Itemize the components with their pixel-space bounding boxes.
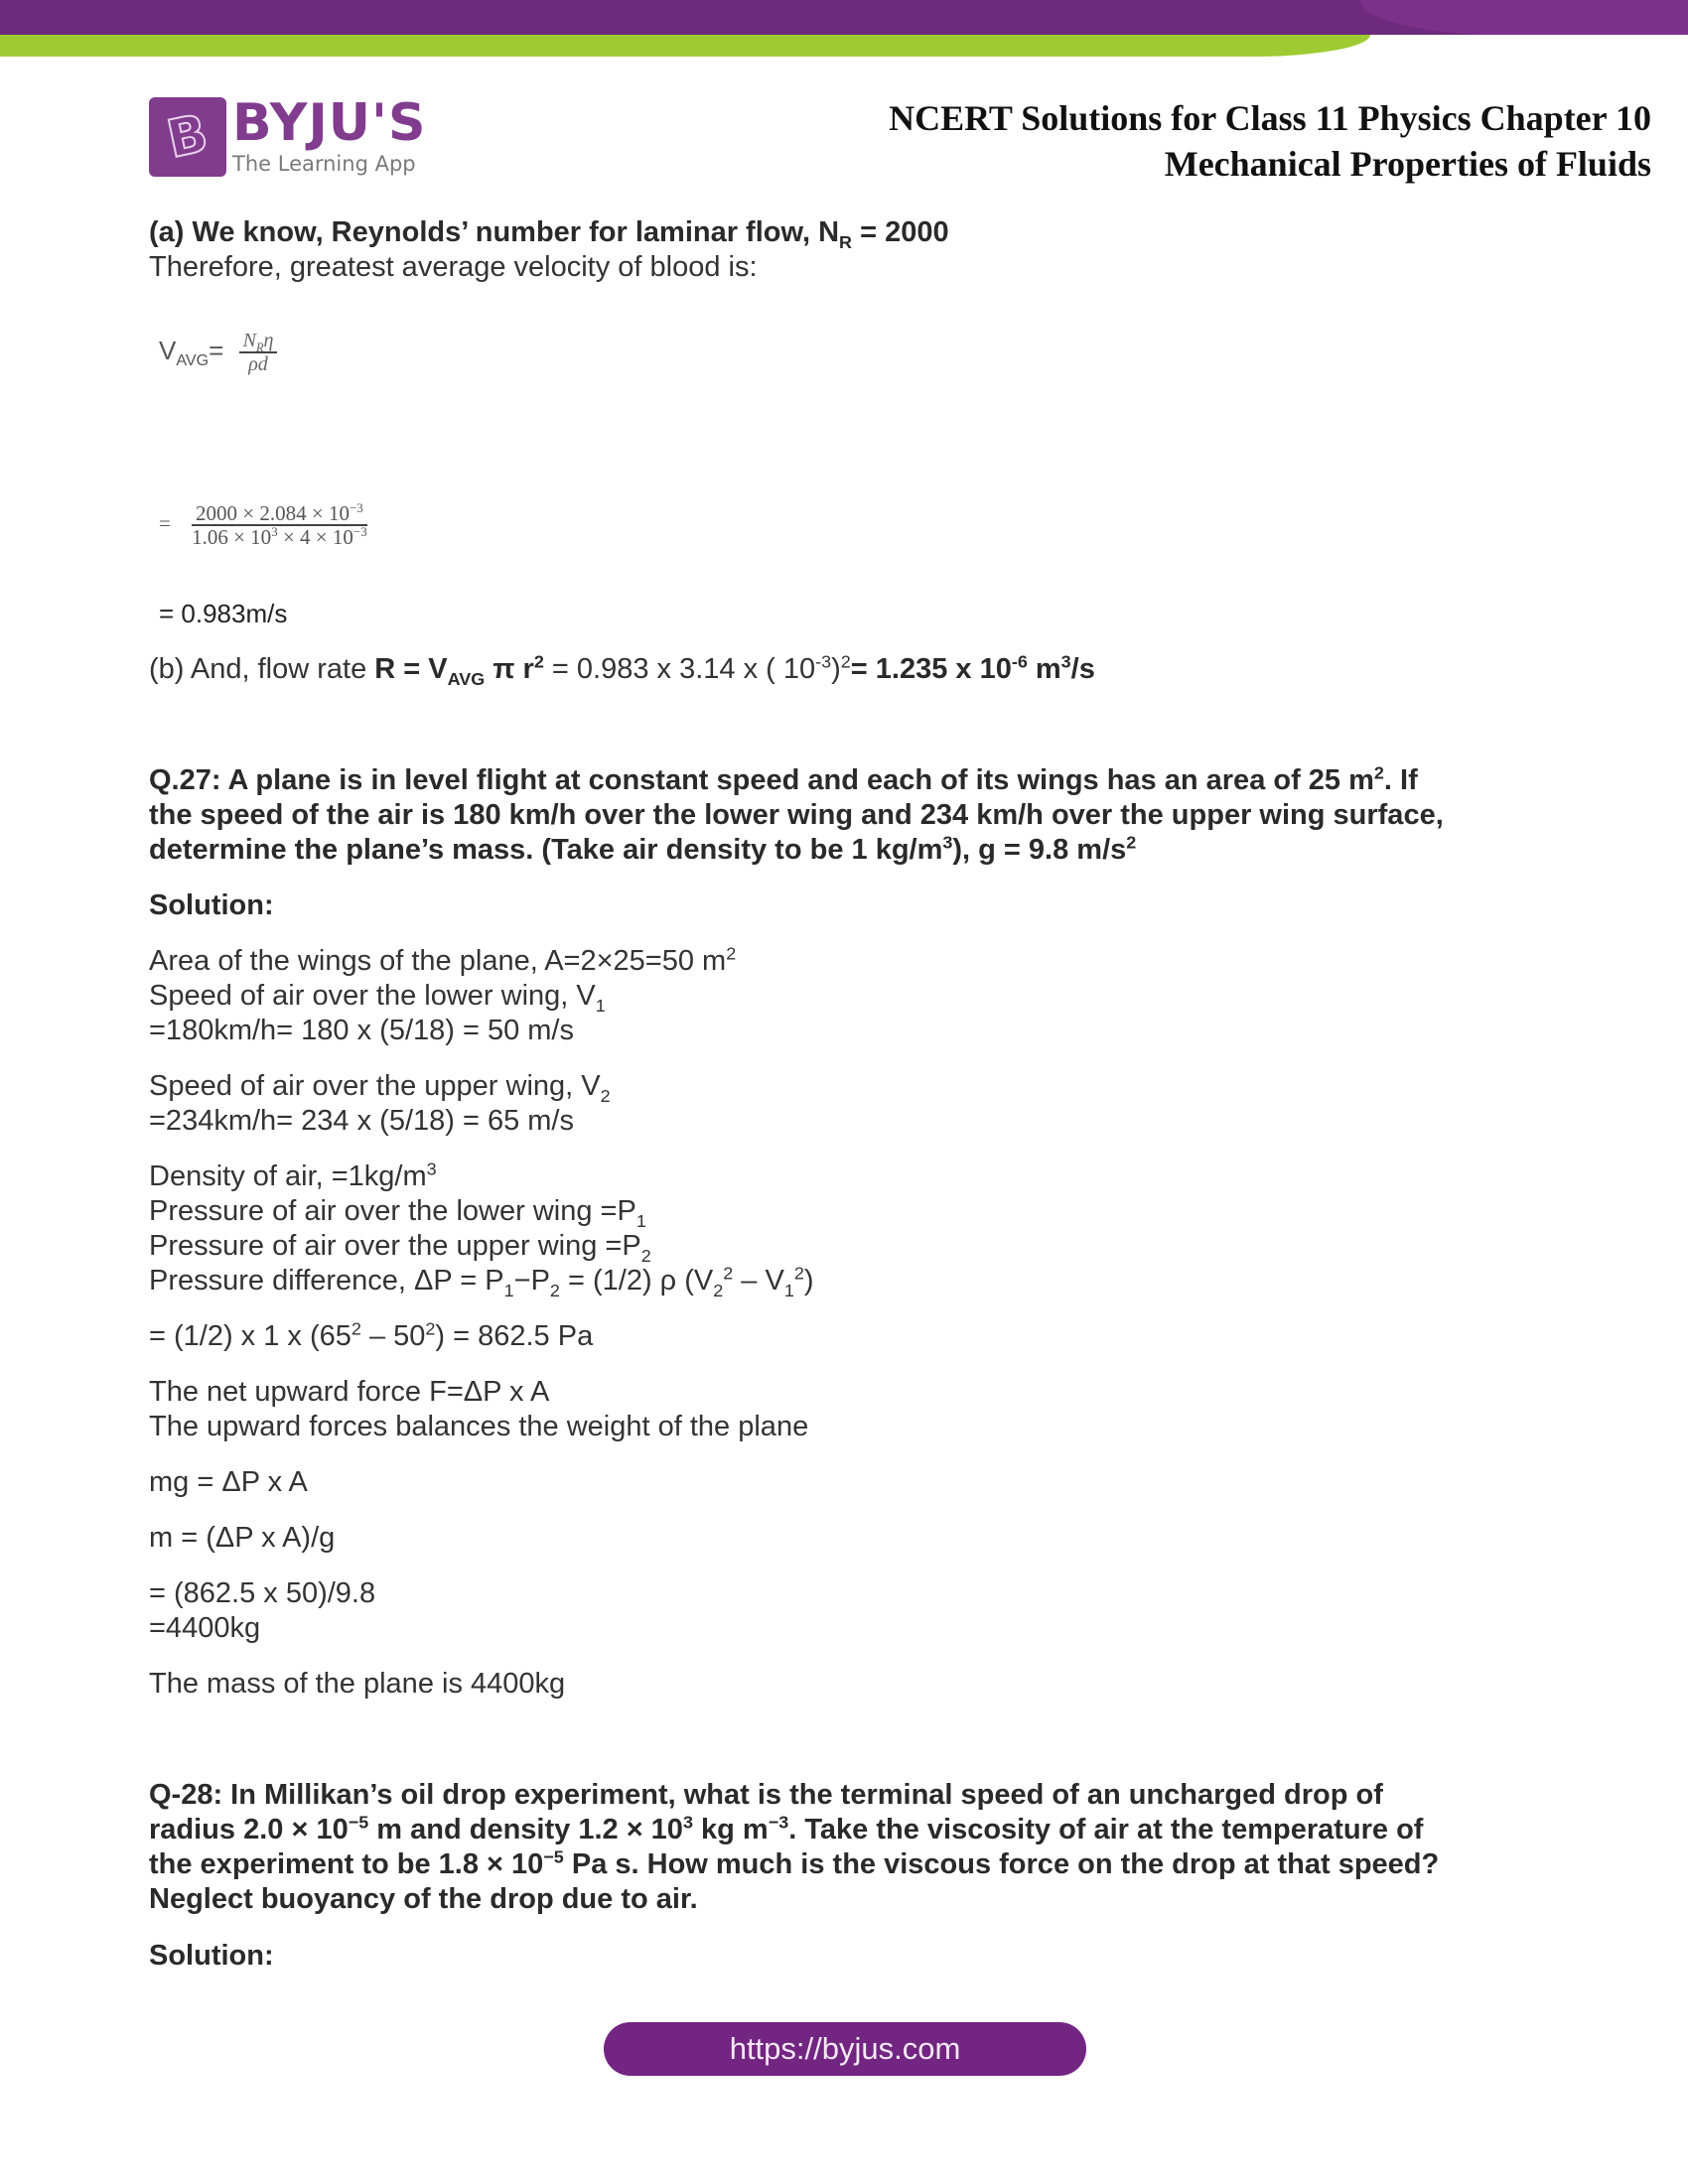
v1-calc: =180km/h= 180 x (5/18) = 50 m/s <box>149 1015 574 1046</box>
fraction-numerator <box>239 330 278 353</box>
subscript: R <box>839 231 853 252</box>
text: . Take the viscosity of air at the temperature of <box>788 1814 1424 1845</box>
q28-question-line-3 <box>149 1846 1439 1882</box>
logo-b-icon <box>149 97 226 177</box>
text: Speed of air over the upper wing, V <box>149 1070 601 1102</box>
subscript: AVG <box>176 351 210 370</box>
text: ), g = 9.8 m/s <box>952 834 1127 866</box>
text: m <box>1027 653 1061 685</box>
calc-fraction <box>188 502 371 548</box>
title-line-2: Mechanical Properties of Fluids <box>1164 144 1651 184</box>
text: × 4 × 10 <box>277 525 353 549</box>
subscript: 2 <box>640 1245 651 1266</box>
text: = <box>159 510 171 535</box>
superscript: 2 <box>1373 762 1384 783</box>
pressure-difference <box>149 1263 813 1298</box>
superscript: 2 <box>726 943 737 964</box>
superscript: -6 <box>1011 651 1028 672</box>
superscript: −3 <box>349 500 363 515</box>
fraction-denominator <box>188 526 371 548</box>
text: Speed of air over the lower wing, V <box>149 980 596 1012</box>
title-line-1: NCERT Solutions for Class 11 Physics Chapter 10 <box>889 98 1651 138</box>
logo-text <box>232 93 427 177</box>
subscript: AVG <box>447 668 486 689</box>
superscript: −3 <box>768 1812 789 1833</box>
subscript: R <box>255 341 264 354</box>
subscript: 2 <box>549 1280 560 1300</box>
velocity-calculation <box>159 502 371 548</box>
text: Pressure of air over the upper wing =P <box>149 1230 641 1262</box>
text: /s <box>1070 653 1095 685</box>
text: radius 2.0 × 10 <box>149 1814 349 1845</box>
text: (b) And, flow rate <box>149 653 375 685</box>
text: V <box>159 335 177 365</box>
q27-question-line-3 <box>149 832 1136 868</box>
superscript: 2 <box>425 1318 436 1339</box>
q28-question-line-4: Neglect buoyancy of the drop due to air. <box>149 1883 698 1915</box>
text: . If <box>1383 764 1418 796</box>
q27-conclusion: The mass of the plane is 4400kg <box>149 1668 566 1700</box>
q27-question-line-1 <box>149 762 1418 798</box>
logo-name: BYJU'S <box>232 93 427 153</box>
net-force: The net upward force F=ΔP x A <box>149 1376 550 1408</box>
text: = 1.235 x 10 <box>850 653 1012 685</box>
superscript: -3 <box>815 651 832 672</box>
text: π r <box>485 653 534 685</box>
subscript: 1 <box>783 1280 794 1300</box>
superscript: 3 <box>682 1812 693 1833</box>
q28-question-line-2 <box>149 1812 1423 1847</box>
text: 2000 × 2.084 × 10 <box>196 501 350 525</box>
vavg-fraction <box>239 330 278 375</box>
m-formula: m = (ΔP x A)/g <box>149 1522 336 1554</box>
superscript: −5 <box>348 1812 369 1833</box>
logo-tagline: The Learning App <box>232 152 416 176</box>
superscript: 2 <box>533 651 544 672</box>
fraction-numerator <box>192 502 367 526</box>
text: Q.27: A plane is in level flight at constant speed and each of its wings has an area of 25 m <box>149 764 1374 796</box>
page-title <box>889 95 1651 187</box>
q28-solution-label: Solution: <box>149 1940 274 1972</box>
vavg-formula <box>159 330 277 375</box>
text: determine the plane’s mass. (Take air density to be 1 kg/m <box>149 834 943 866</box>
text: Pressure of air over the lower wing =P <box>149 1195 636 1227</box>
superscript: 2 <box>793 1263 804 1284</box>
banner-green-stripe <box>0 35 1370 57</box>
text: kg m <box>692 1814 769 1845</box>
subscript: 1 <box>635 1210 646 1231</box>
q28-question-line-1: Q-28: In Millikan’s oil drop experiment, what is the terminal speed of an uncharged drop of <box>149 1779 1383 1811</box>
subscript: 2 <box>713 1280 724 1300</box>
text: = (1/2) x 1 x (65 <box>149 1320 352 1352</box>
subscript: 1 <box>503 1280 514 1300</box>
q27-solution-label: Solution: <box>149 889 274 921</box>
superscript: 3 <box>1060 651 1071 672</box>
wing-area <box>149 943 736 979</box>
subscript: 2 <box>600 1085 611 1106</box>
text: the experiment to be 1.8 × 10 <box>149 1848 544 1880</box>
text: Pa s. How much is the viscous force on the drop at that speed? <box>563 1848 1440 1880</box>
superscript: −3 <box>352 524 367 539</box>
superscript: −5 <box>543 1846 564 1867</box>
text: = (1/2) ρ (V <box>559 1265 714 1297</box>
logo-letter: B <box>162 103 213 171</box>
air-density <box>149 1159 437 1194</box>
top-banner <box>0 0 1688 60</box>
text: ) <box>831 653 841 685</box>
text: ) = 862.5 Pa <box>435 1320 594 1352</box>
superscript: 3 <box>271 524 278 539</box>
part-a-intro <box>149 214 949 250</box>
superscript: 2 <box>351 1318 361 1339</box>
text: = <box>209 335 224 365</box>
superscript: 2 <box>723 1263 734 1284</box>
text: – 50 <box>360 1320 426 1352</box>
force-balance: The upward forces balances the weight of the plane <box>149 1411 809 1442</box>
part-b-flow-rate <box>149 651 1095 687</box>
superscript: 2 <box>1126 832 1137 853</box>
subscript: 1 <box>595 995 606 1016</box>
text: – V <box>733 1265 784 1297</box>
p1-line <box>149 1193 646 1229</box>
text: N <box>242 330 256 351</box>
text: Pressure difference, ΔP = P <box>149 1265 504 1297</box>
text: m and density 1.2 × 10 <box>368 1814 683 1845</box>
m-calc: = (862.5 x 50)/9.8 <box>149 1577 376 1609</box>
superscript: 3 <box>942 832 953 853</box>
text: Area of the wings of the plane, A=2×25=50 m <box>149 945 727 977</box>
superscript: 2 <box>840 651 851 672</box>
text: −P <box>513 1265 550 1297</box>
text: 1.06 × 10 <box>192 525 272 549</box>
velocity-result: = 0.983m/s <box>159 599 288 628</box>
text: ) <box>803 1265 814 1297</box>
mg-equation: mg = ΔP x A <box>149 1466 308 1498</box>
text: η <box>263 330 274 351</box>
m-result: =4400kg <box>149 1612 261 1644</box>
v2-label <box>149 1068 611 1104</box>
byjus-logo <box>149 93 427 177</box>
text: (a) We know, Reynolds’ number for laminar flow, N <box>149 216 840 248</box>
text: = 2000 <box>852 216 949 248</box>
part-a-therefore: Therefore, greatest average velocity of blood is: <box>149 251 758 283</box>
footer-website-link[interactable]: https://byjus.com <box>604 2022 1086 2076</box>
text: Density of air, =1kg/m <box>149 1160 427 1192</box>
p2-line <box>149 1228 651 1264</box>
text: R = V <box>374 653 448 685</box>
pressure-calc <box>149 1318 593 1354</box>
v2-calc: =234km/h= 234 x (5/18) = 65 m/s <box>149 1105 574 1137</box>
fraction-denominator: ρd <box>248 353 268 375</box>
text: = 0.983 x 3.14 x ( 10 <box>543 653 816 685</box>
q27-question-line-2: the speed of the air is 180 km/h over the lower wing and 234 km/h over the upper wing surface, <box>149 799 1444 831</box>
v1-label <box>149 978 606 1014</box>
superscript: 3 <box>426 1159 437 1179</box>
